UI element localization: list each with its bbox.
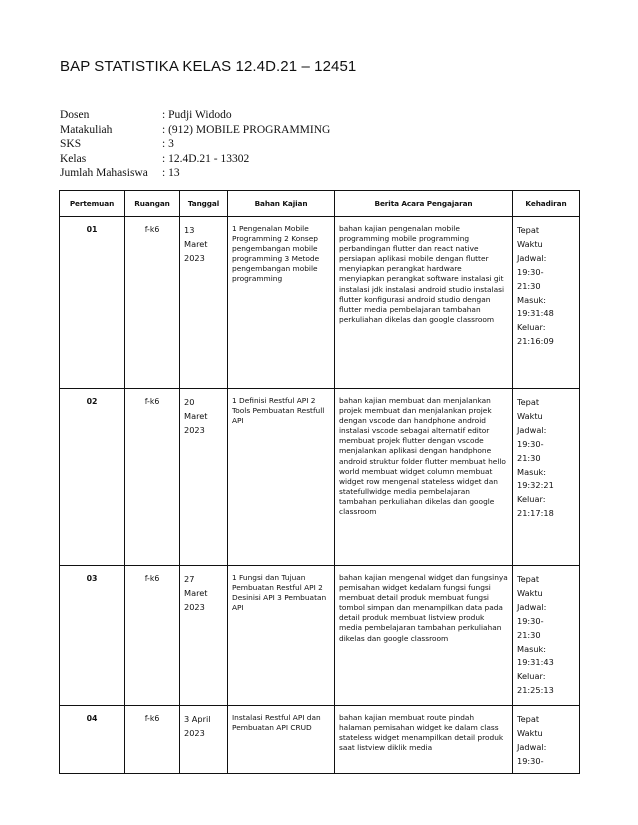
info-label: Jumlah Mahasiswa <box>60 167 148 179</box>
cell-tanggal: 13 Maret 2023 <box>180 217 228 389</box>
table-row <box>60 566 580 706</box>
header-berita-acara: Berita Acara Pengajaran <box>335 191 513 217</box>
cell-berita-acara: bahan kajian mengenal widget dan fungsinya pemisahan widget kedalam fungsi fungsi membuat detail produk membuat fungsi tombol simpan dan menampilkan data pada detail produk membuat listview produk media pembelajaran tambahan perkuliahan dikelas dan google classroom <box>335 566 513 706</box>
info-label: Kelas <box>60 152 87 165</box>
info-row-jumlah-mahasiswa <box>60 166 330 181</box>
info-value: : 13 <box>162 167 180 179</box>
cell-pertemuan: 02 <box>60 389 125 566</box>
cell-bahan-kajian: Instalasi Restful API dan Pembuatan API CRUD <box>228 706 335 774</box>
header-bahan-kajian: Bahan Kajian <box>228 191 335 217</box>
cell-bahan-kajian: 1 Fungsi dan Tujuan Pembuatan Restful API 2 Desinisi API 3 Pembuatan API <box>228 566 335 706</box>
info-value: : (912) MOBILE PROGRAMMING <box>162 123 331 136</box>
cell-kehadiran: Tepat Waktu Jadwal: 19:30- <box>513 706 580 774</box>
course-info <box>60 108 330 181</box>
cell-ruangan: f-k6 <box>125 217 180 389</box>
table-row <box>60 706 580 774</box>
info-row-kelas <box>60 152 330 167</box>
cell-berita-acara: bahan kajian membuat dan menjalankan projek membuat dan menjalankan projek dengan vscode dan handphone android instalasi vscode sebagai alternatif editor membuat projek flutter dengan vscode menjalankan aplikasi dengan handphone android struktur folder flutter membuat hello world membuat widget column membuat widget row mengenal stateless widget dan statefullwidge media pembelajaran tambahan perkuliahan dikelas dan google classroom <box>335 389 513 566</box>
cell-kehadiran: Tepat Waktu Jadwal: 19:30- 21:30 Masuk: 19:31:48 Keluar: 21:16:09 <box>513 217 580 389</box>
header-pertemuan: Pertemuan <box>60 191 125 217</box>
cell-tanggal: 3 April 2023 <box>180 706 228 774</box>
cell-berita-acara: bahan kajian membuat route pindah halaman pemisahan widget ke dalam class stateless widget menampilkan detail produk saat listview diklik media <box>335 706 513 774</box>
cell-ruangan: f-k6 <box>125 389 180 566</box>
cell-tanggal: 27 Maret 2023 <box>180 566 228 706</box>
info-value: : 3 <box>162 138 174 150</box>
cell-kehadiran: Tepat Waktu Jadwal: 19:30- 21:30 Masuk: 19:31:43 Keluar: 21:25:13 <box>513 566 580 706</box>
cell-pertemuan: 04 <box>60 706 125 774</box>
cell-pertemuan: 01 <box>60 217 125 389</box>
cell-ruangan: f-k6 <box>125 566 180 706</box>
header-kehadiran: Kehadiran <box>513 191 580 217</box>
cell-bahan-kajian: 1 Pengenalan Mobile Programming 2 Konsep pengembangan mobile programming 3 Metode pengembangan mobile programming <box>228 217 335 389</box>
table-row <box>60 217 580 389</box>
cell-kehadiran: Tepat Waktu Jadwal: 19:30- 21:30 Masuk: 19:32:21 Keluar: 21:17:18 <box>513 389 580 566</box>
cell-bahan-kajian: 1 Definisi Restful API 2 Tools Pembuatan Restfull API <box>228 389 335 566</box>
cell-pertemuan: 03 <box>60 566 125 706</box>
info-row-sks <box>60 137 330 152</box>
header-ruangan: Ruangan <box>125 191 180 217</box>
info-value: : 12.4D.21 - 13302 <box>162 152 250 165</box>
cell-berita-acara: bahan kajian pengenalan mobile programming mobile programming perbandingan flutter dan react native persiapan aplikasi mobile dengan flutter menyiapkan perangkat hardware menyiapkan perangkat software instalasi git instalasi jdk instalasi android studio instalasi flutter konfigurasi android studio dengan flutter media pembelajaran tambahan perkuliahan dikelas dan google classroom <box>335 217 513 389</box>
table-row <box>60 389 580 566</box>
info-value: : Pudji Widodo <box>162 109 232 121</box>
info-label: SKS <box>60 138 82 150</box>
table-header-row <box>60 191 580 217</box>
cell-tanggal: 20 Maret 2023 <box>180 389 228 566</box>
attendance-table <box>59 190 580 774</box>
info-label: Dosen <box>60 109 90 121</box>
info-row-dosen <box>60 108 330 123</box>
cell-ruangan: f-k6 <box>125 706 180 774</box>
document-title: BAP STATISTIKA KELAS 12.4D.21 – 12451 <box>60 58 357 75</box>
info-label: Matakuliah <box>60 123 113 136</box>
header-tanggal: Tanggal <box>180 191 228 217</box>
info-row-matakuliah <box>60 123 330 138</box>
